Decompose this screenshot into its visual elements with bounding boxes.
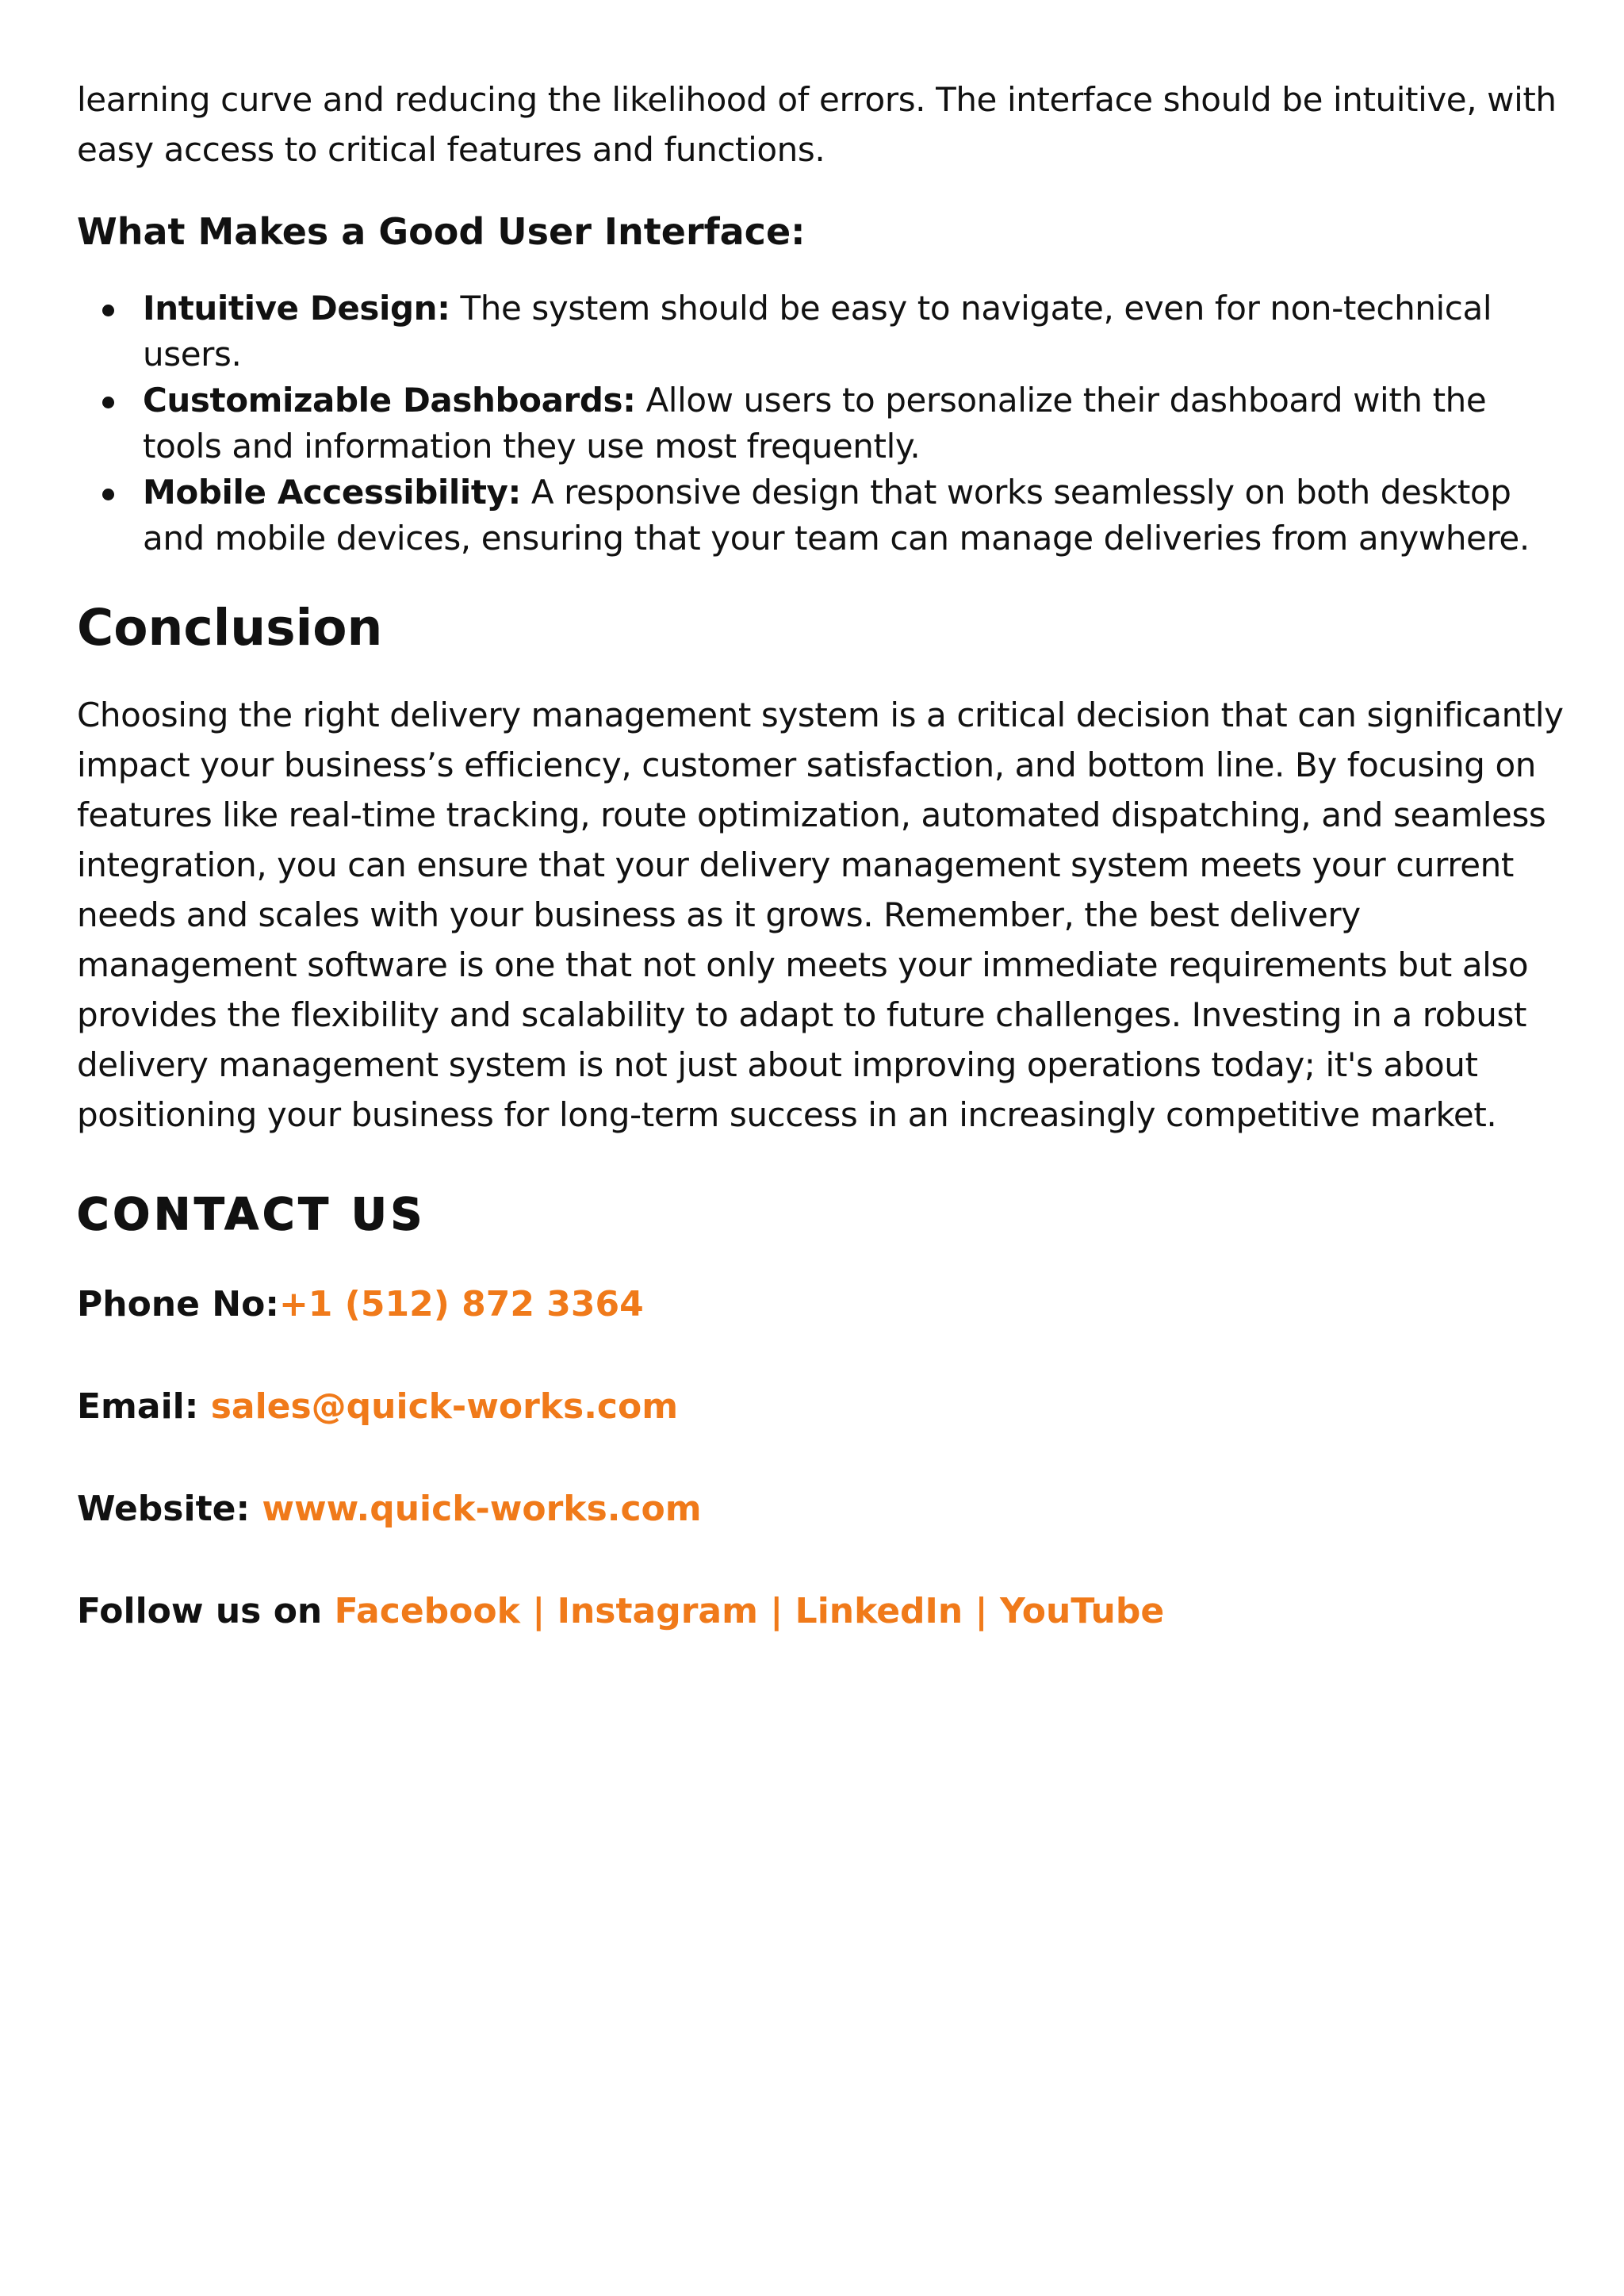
youtube-link[interactable]: YouTube [999,1591,1165,1631]
bullet-icon [102,305,114,316]
intro-paragraph: learning curve and reducing the likelihood of errors. The interface should be intuitive, with easy access to critical features and functions. [77,80,1557,169]
follow-line [77,1586,1568,1637]
list-item-desc: A responsive design that works seamlessly on both desktop and mobile devices, ensuring that your team can manage deliveries from anywhere. [143,473,1530,558]
separator: | [963,1591,1000,1631]
email-link[interactable]: sales@quick-works.com [210,1386,679,1427]
separator: | [519,1591,557,1631]
phone-label: Phone No: [77,1284,279,1324]
website-line [77,1484,1568,1535]
email-label: Email: [77,1386,199,1427]
conclusion-paragraph: Choosing the right delivery management system is a critical decision that can significantly impact your business’s efficiency, customer satisfaction, and bottom line. By focusing on features like real-time tracking, route optimization, automated dispatching, and seamless integration, you can ensure that your delivery management system meets your current needs and scales with your business as it grows. Remember, the best delivery management software is one that not only meets your immediate requirements but also provides the flexibility and scalability to adapt to future challenges. Investing in a robust delivery management system is not just about improving operations today; it's about positioning your business for long-term success in an increasingly competitive market. [77,696,1564,1134]
website-label: Website: [77,1489,251,1529]
bullet-icon [102,489,114,500]
list-item [77,378,1568,470]
follow-label: Follow us on [77,1591,335,1631]
separator: | [757,1591,795,1631]
conclusion-heading: Conclusion [77,599,383,657]
list-item-term: Customizable Dashboards: [143,381,636,420]
list-item [77,286,1568,378]
list-item [77,470,1568,562]
document-page [77,75,1568,1688]
website-link[interactable]: www.quick-works.com [262,1489,702,1529]
list-item-desc: The system should be easy to navigate, even for non-technical users. [143,289,1492,374]
good-ui-heading: What Makes a Good User Interface: [77,210,806,253]
phone-line [77,1279,1568,1330]
contact-heading: CONTACT US [77,1189,427,1240]
email-line [77,1382,1568,1432]
linkedin-link[interactable]: LinkedIn [795,1591,963,1631]
good-ui-list [77,286,1568,562]
instagram-link[interactable]: Instagram [557,1591,758,1631]
list-item-term: Intuitive Design: [143,289,450,328]
list-item-term: Mobile Accessibility: [143,473,521,512]
bullet-icon [102,397,114,408]
facebook-link[interactable]: Facebook [334,1591,520,1631]
list-item-desc: Allow users to personalize their dashboard with the tools and information they use most frequently. [143,381,1487,466]
phone-link[interactable]: +1 (512) 872 3364 [278,1284,644,1324]
